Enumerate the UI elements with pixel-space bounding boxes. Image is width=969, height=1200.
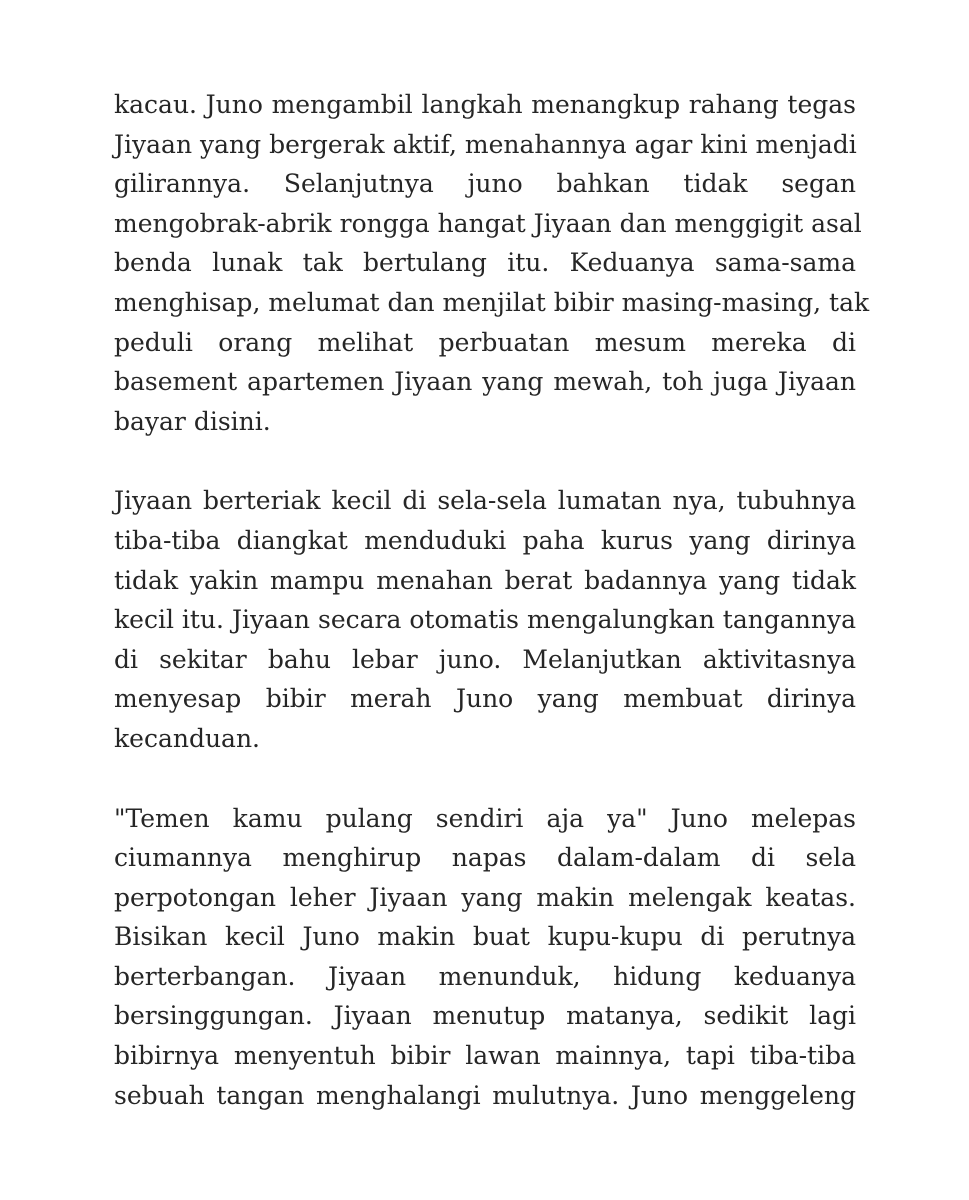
paragraph-2 <box>114 481 856 758</box>
text-line: Bisikan kecil Juno makin buat kupu-kupu di perutnya <box>114 922 856 952</box>
text-line: bersinggungan. Jiyaan menutup matanya, sedikit lagi <box>114 1001 856 1031</box>
text-line: tidak yakin mampu menahan berat badannya yang tidak <box>114 565 856 595</box>
text-line: perpotongan leher Jiyaan yang makin melengak keatas. <box>114 882 856 912</box>
text-line: di sekitar bahu lebar juno. Melanjutkan aktivitasnya <box>114 644 856 674</box>
text-line: peduli orang melihat perbuatan mesum mereka di <box>114 327 856 357</box>
text-line: ciumannya menghirup napas dalam-dalam di sela <box>114 843 856 873</box>
text-line: kecil itu. Jiyaan secara otomatis mengalungkan tangannya <box>114 605 856 635</box>
paragraph-1 <box>114 85 870 441</box>
text-line: bibirnya menyentuh bibir lawan mainnya, tapi tiba-tiba <box>114 1041 856 1071</box>
text-line: basement apartemen Jiyaan yang mewah, toh juga Jiyaan <box>114 367 856 397</box>
text-line: tiba-tiba diangkat menduduki paha kurus yang dirinya <box>114 525 856 555</box>
paragraph-3 <box>114 799 856 1116</box>
text-line: Jiyaan berteriak kecil di sela-sela lumatan nya, tubuhnya <box>114 486 856 516</box>
text-line: bayar disini. <box>114 406 271 436</box>
text-line: menghisap, melumat dan menjilat bibir masing-masing, tak <box>114 287 870 317</box>
text-line: gilirannya. Selanjutnya juno bahkan tidak segan <box>114 169 856 199</box>
text-line: berterbangan. Jiyaan menunduk, hidung keduanya <box>114 961 856 991</box>
text-line: Jiyaan yang bergerak aktif, menahannya agar kini menjadi <box>114 129 857 159</box>
text-line: kacau. Juno mengambil langkah menangkup rahang tegas <box>114 90 856 119</box>
text-line: mengobrak-abrik rongga hangat Jiyaan dan menggigit asal <box>114 208 862 238</box>
text-line: "Temen kamu pulang sendiri aja ya" Juno melepas <box>114 803 856 833</box>
document-page <box>114 85 870 1155</box>
text-line: menyesap bibir merah Juno yang membuat dirinya <box>114 684 856 714</box>
text-line: benda lunak tak bertulang itu. Keduanya sama-sama <box>114 248 856 278</box>
text-line: kecanduan. <box>114 723 261 753</box>
text-line: sebuah tangan menghalangi mulutnya. Juno menggeleng <box>114 1080 856 1110</box>
